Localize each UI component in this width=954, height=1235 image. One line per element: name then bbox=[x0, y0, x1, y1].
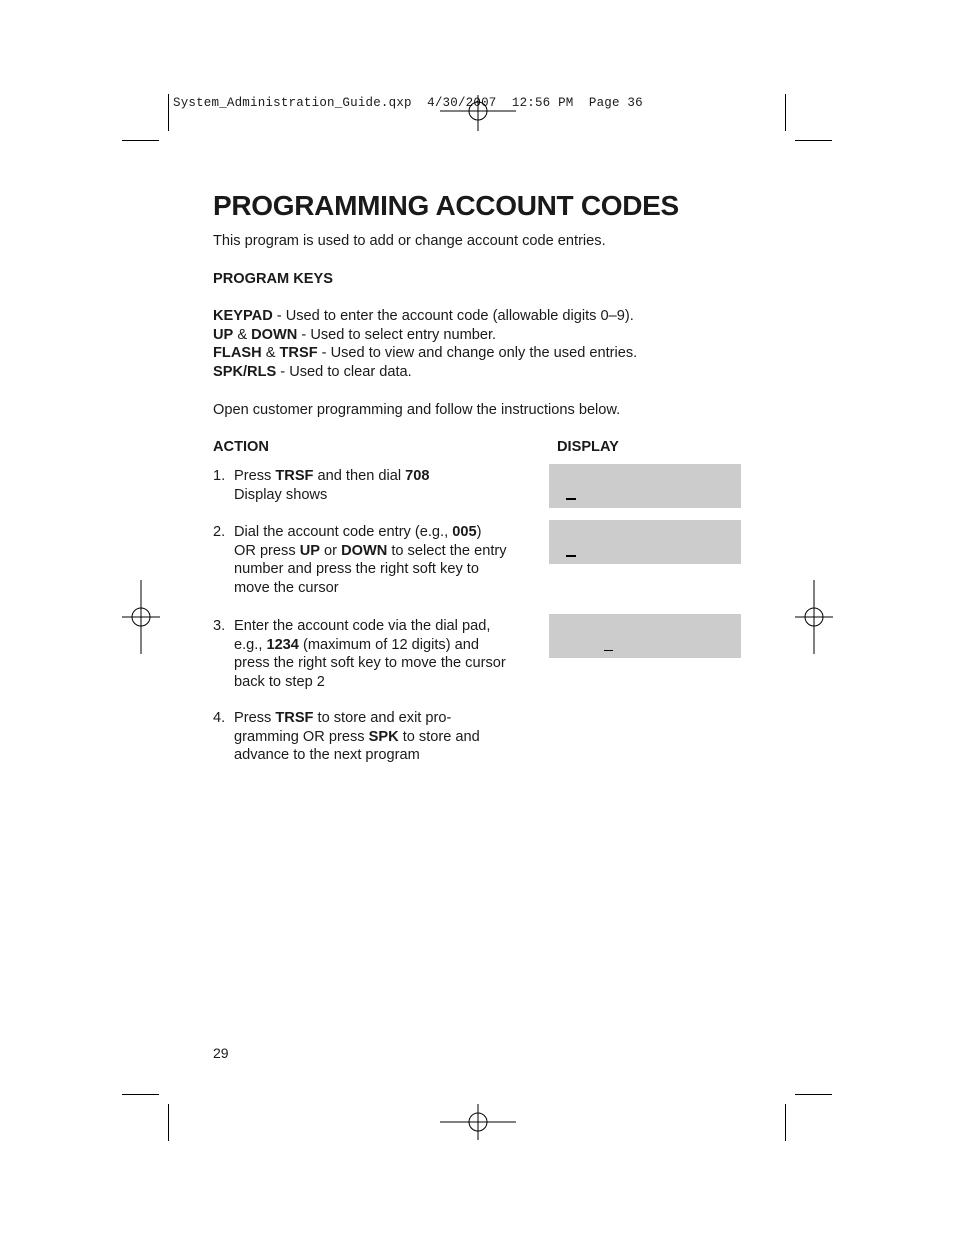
action-heading: ACTION bbox=[213, 439, 269, 455]
crop-mark bbox=[168, 94, 169, 131]
lcd-display-2 bbox=[549, 520, 741, 564]
step-number: 3. bbox=[213, 618, 226, 634]
lcd-display-1 bbox=[549, 464, 741, 508]
open-instruction: Open customer programming and follow the instructions below. bbox=[213, 402, 621, 418]
key-item-keypad: KEYPAD - Used to enter the account code (allowable digits 0–9). bbox=[213, 308, 634, 324]
step-number: 2. bbox=[213, 524, 226, 540]
lcd-display-3 bbox=[549, 614, 741, 658]
slug-date: 4/30/2007 bbox=[427, 96, 497, 110]
lcd-cursor bbox=[566, 498, 576, 500]
slug-filename: System_Administration_Guide.qxp bbox=[173, 96, 412, 110]
key-item-spk-rls: SPK/RLS - Used to clear data. bbox=[213, 363, 412, 380]
step-number: 4. bbox=[213, 710, 226, 726]
key-item-up-down: UP & DOWN - Used to select entry number. bbox=[213, 326, 497, 343]
key-list bbox=[213, 307, 637, 381]
display-heading: DISPLAY bbox=[557, 439, 619, 455]
registration-mark-icon bbox=[795, 580, 833, 654]
lcd-cursor bbox=[566, 555, 576, 557]
crop-mark bbox=[795, 1094, 832, 1095]
crop-mark bbox=[168, 1104, 169, 1141]
file-slug bbox=[173, 96, 643, 110]
crop-mark bbox=[122, 1094, 159, 1095]
intro-text: This program is used to add or change account code entries. bbox=[213, 233, 606, 249]
registration-mark-icon bbox=[440, 95, 516, 131]
crop-mark bbox=[122, 140, 159, 141]
page-title: PROGRAMMING ACCOUNT CODES bbox=[213, 190, 679, 221]
step-text: Press TRSF and then dial 708 Display shows bbox=[234, 468, 430, 503]
crop-mark bbox=[785, 1104, 786, 1141]
crop-mark bbox=[795, 140, 832, 141]
registration-mark-icon bbox=[440, 1104, 516, 1140]
step-number: 1. bbox=[213, 468, 226, 484]
slug-page: Page 36 bbox=[588, 96, 643, 110]
program-keys-heading: PROGRAM KEYS bbox=[213, 271, 334, 287]
crop-mark bbox=[785, 94, 786, 131]
step-text: Press TRSF to store and exit pro-gramming OR press SPK to store and advance to the next program bbox=[234, 710, 480, 763]
lcd-cursor bbox=[604, 650, 613, 651]
registration-mark-icon bbox=[122, 580, 160, 654]
step-text: Dial the account code entry (e.g., 005) OR press UP or DOWN to select the entry number and press the right soft key to move the cursor bbox=[234, 524, 507, 596]
page-number: 29 bbox=[213, 1045, 229, 1061]
key-item-flash-trsf: FLASH & TRSF - Used to view and change only the used entries. bbox=[213, 345, 638, 361]
step-text: Enter the account code via the dial pad, e.g., 1234 (maximum of 12 digits) and press the right soft key to move the cursor back to step 2 bbox=[234, 618, 506, 690]
slug-time: 12:56 PM bbox=[511, 96, 574, 110]
